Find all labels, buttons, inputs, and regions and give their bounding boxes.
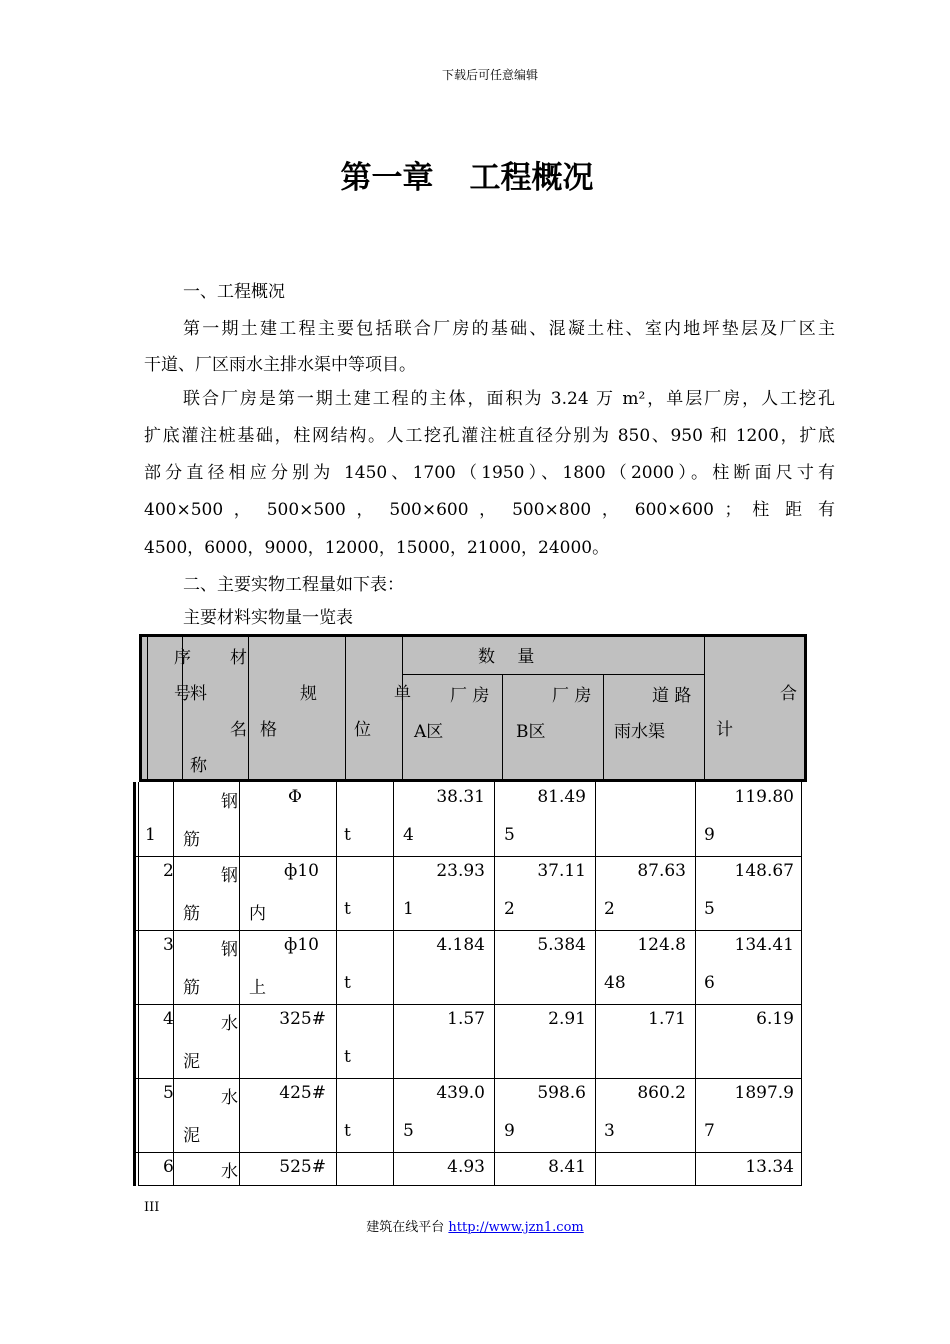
row-material-top: 钢 (221, 866, 238, 886)
row-zone-a-value: 1.57 (447, 1009, 485, 1029)
section1-heading: 一、工程概况 (183, 282, 285, 302)
row-spec-top: 425# (279, 1083, 326, 1103)
row-zone-a-value: 38.31 (436, 787, 485, 807)
footer-text: 建筑在线平台 (366, 1220, 445, 1235)
row-material-top: 水 (221, 1014, 238, 1034)
footer-link[interactable]: http://www.jzn1.com (448, 1220, 584, 1235)
row-road-value: 124.8 (637, 935, 686, 955)
row-zone-a-wrap: 1 (403, 899, 414, 919)
chapter-title (0, 152, 934, 197)
row-spec-top: ф10 (284, 935, 319, 955)
row-material-bottom: 筋 (183, 904, 200, 924)
table-caption: 主要材料实物量一览表 (183, 608, 353, 628)
row-spec-top: ф10 (284, 861, 319, 881)
row-total-wrap: 5 (704, 899, 715, 919)
row-seq: 5 (163, 1083, 174, 1103)
row-material-bottom: 筋 (183, 830, 200, 850)
header-road-top: 道 路 (652, 686, 692, 706)
row-zone-b-value: 5.384 (537, 935, 586, 955)
header-note: 下载后可任意编辑 (441, 68, 538, 82)
row-unit: t (344, 973, 351, 993)
row-road-wrap: 3 (604, 1121, 615, 1141)
header-mat-top: 材 (230, 648, 247, 668)
row-zone-a-value: 23.93 (436, 861, 485, 881)
row-total-wrap: 6 (704, 973, 715, 993)
row-seq: 2 (163, 861, 174, 881)
row-unit: t (344, 825, 351, 845)
row-total-wrap: 7 (704, 1121, 715, 1141)
row-zone-a-value: 439.0 (436, 1083, 485, 1103)
row-total-value: 119.80 (734, 787, 794, 807)
header-spec-bottom: 格 (260, 720, 277, 740)
row-seq: 1 (145, 825, 156, 845)
header-total-top: 合 (780, 684, 797, 704)
header-zone-a-top: 厂 房 (450, 686, 490, 706)
row-seq: 6 (163, 1157, 174, 1177)
row-total-value: 134.41 (734, 935, 794, 955)
row-seq: 3 (163, 935, 174, 955)
header-spec-top: 规 (300, 684, 317, 704)
row-material-bottom: 筋 (183, 978, 200, 998)
row-zone-b-value: 37.11 (537, 861, 586, 881)
para2-line5: 4500，6000，9000，12000，15000，21000，24000。 (144, 538, 610, 558)
para2-line1: 联合厂房是第一期土建工程的主体，面积为 3.24 万 m²，单层厂房，人工挖孔 (183, 389, 835, 409)
row-road-value: 860.2 (637, 1083, 686, 1103)
footer (0, 1216, 950, 1235)
header-zone-b-top: 厂 房 (552, 686, 592, 706)
row-total-value: 148.67 (734, 861, 794, 881)
row-zone-a-value: 4.184 (436, 935, 485, 955)
row-material-bottom: 泥 (183, 1126, 200, 1146)
row-zone-b-value: 8.41 (548, 1157, 586, 1177)
header-zone-b-bottom: B区 (516, 722, 546, 742)
row-unit: t (344, 1121, 351, 1141)
chapter-name: 工程概况 (469, 160, 594, 196)
header-mat-mid: 料 (190, 684, 207, 704)
row-seq: 4 (163, 1009, 174, 1029)
row-zone-b-wrap: 9 (504, 1121, 515, 1141)
row-road-value: 87.63 (637, 861, 686, 881)
table-header (139, 634, 807, 782)
row-unit: t (344, 899, 351, 919)
page-number: III (144, 1200, 160, 1215)
row-road-value: 1.71 (648, 1009, 686, 1029)
row-zone-a-wrap: 5 (403, 1121, 414, 1141)
para2-line4: 400×500 ， 500×500 ， 500×600 ， 500×800 ， 600×600 ； 柱 距 有 (144, 500, 835, 520)
row-zone-b-value: 2.91 (548, 1009, 586, 1029)
row-zone-b-wrap: 2 (504, 899, 515, 919)
header-mat-name: 名 (230, 720, 247, 740)
chapter-number: 第一章 (340, 160, 434, 196)
row-zone-a-wrap: 4 (403, 825, 414, 845)
row-spec-top: 525# (279, 1157, 326, 1177)
para1-line1: 第一期土建工程主要包括联合厂房的基础、混凝土柱、室内地坪垫层及厂区主 (183, 319, 835, 339)
row-spec-bottom: 内 (249, 904, 266, 924)
header-unit-top: 单 (394, 684, 411, 704)
row-total-wrap: 9 (704, 825, 715, 845)
para2-line2: 扩底灌注桩基础，柱网结构。人工挖孔灌注桩直径分别为 850、950 和 1200，扩底 (144, 426, 835, 446)
row-material-top: 水 (221, 1162, 238, 1182)
row-total-value: 13.34 (745, 1157, 794, 1177)
row-material-top: 钢 (221, 792, 238, 812)
para1-line2: 干道、厂区雨水主排水渠中等项目。 (144, 355, 416, 375)
header-quantity: 数 量 (478, 647, 535, 667)
para2-line3: 部分直径相应分别为 1450、1700（1950）、1800（2000）。柱断面尺寸有 (144, 463, 835, 483)
header-zone-a-bottom: A区 (414, 722, 444, 742)
row-spec-top: Φ (288, 787, 302, 807)
header-total-bottom: 计 (716, 720, 733, 740)
row-total-value: 1897.9 (734, 1083, 794, 1103)
header-seq-top: 序 (174, 648, 191, 668)
row-zone-b-wrap: 5 (504, 825, 515, 845)
row-zone-b-value: 81.49 (537, 787, 586, 807)
header-mat-bottom: 称 (190, 756, 207, 776)
section2-heading: 二、主要实物工程量如下表： (183, 575, 404, 595)
header-unit-bottom: 位 (354, 720, 371, 740)
row-material-top: 钢 (221, 940, 238, 960)
row-material-top: 水 (221, 1088, 238, 1108)
row-total-value: 6.19 (756, 1009, 794, 1029)
row-road-wrap: 48 (604, 973, 626, 993)
row-spec-top: 325# (279, 1009, 326, 1029)
row-unit: t (344, 1047, 351, 1067)
table-body (133, 782, 802, 1186)
row-road-wrap: 2 (604, 899, 615, 919)
row-zone-a-value: 4.93 (447, 1157, 485, 1177)
row-zone-b-value: 598.6 (537, 1083, 586, 1103)
row-spec-bottom: 上 (249, 978, 266, 998)
row-material-bottom: 泥 (183, 1052, 200, 1072)
header-road-bottom: 雨水渠 (614, 722, 665, 742)
header-seq-bottom: 号 (174, 684, 191, 704)
